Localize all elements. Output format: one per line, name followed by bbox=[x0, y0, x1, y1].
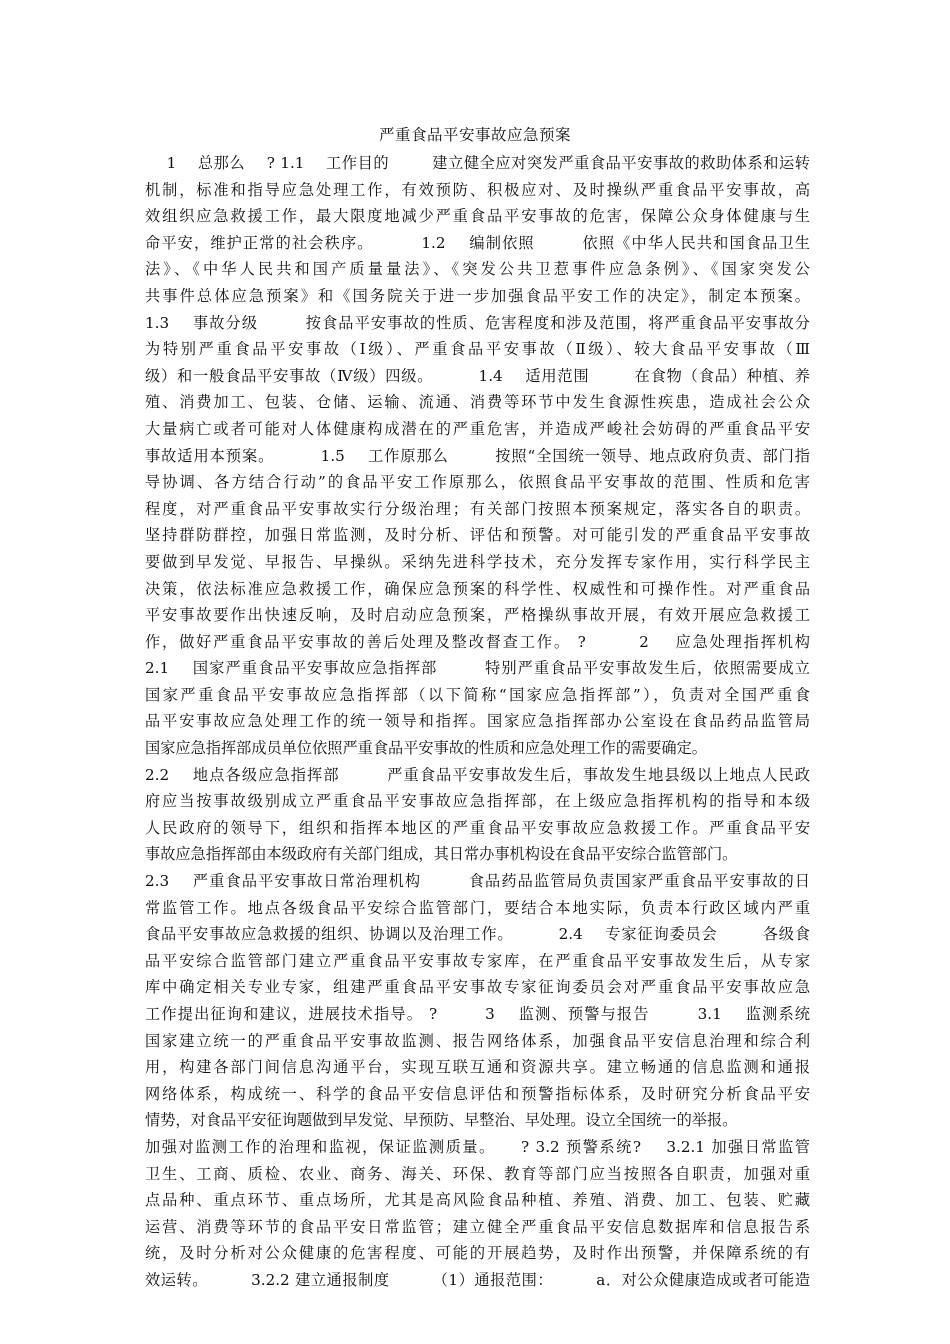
body-line: 人民政府的领导下，组织和指挥本地区的严重食品平安事故应急救援工作。严重食品平安 bbox=[145, 818, 810, 837]
body-line: 加强对监测工作的治理和监视，保证监测质量。 ? 3.2 预警系统? 3.2.1 加强日常监管 bbox=[145, 1137, 810, 1156]
body-line: 效运转。 3.2.2 建立通报制度 （1）通报范围： a．对公众健康造成或者可能造 bbox=[145, 1270, 810, 1289]
body-line: 府应当按事故级别成立严重食品平安事故应急指挥部，在上级应急指挥机构的指导和本级 bbox=[145, 792, 810, 811]
body-line: 机制，标准和指导应急处理工作，有效预防、积极应对、及时操纵严重食品平安事故，高 bbox=[145, 180, 810, 199]
body-line: 2.3 严重食品平安事故日常治理机构 食品药品监管局负责国家严重食品平安事故的日 bbox=[145, 872, 810, 891]
body-line: 情势，对食品平安征询题做到早发觉、早预防、早整治、早处理。设立全国统一的举报。 bbox=[145, 1111, 738, 1130]
body-line: 为特别严重食品平安事故（Ⅰ级）、严重食品平安事故（Ⅱ级）、较大食品平安事故（Ⅲ bbox=[145, 340, 810, 359]
body-line: 效组织应急救援工作，最大限度地减少严重食品平安事故的危害，保障公众身体健康与生 bbox=[145, 207, 810, 226]
body-line: 常监管工作。地点各级食品平安综合监管部门，要结合本地实际，负责本行政区域内严重 bbox=[145, 898, 810, 917]
body-line: 点品种、重点环节、重点场所，尤其是高风险食品种植、养殖、消费、加工、包装、贮藏 bbox=[145, 1191, 810, 1210]
body-line: 1.3 事故分级 按食品平安事故的性质、危害程度和涉及范围，将严重食品平安事故分 bbox=[145, 313, 810, 332]
body-line: 大量病亡或者可能对人体健康构成潜在的严重危害，并造成严峻社会妨碍的严重食品平安 bbox=[145, 419, 810, 438]
body-line: 事故适用本预案。 1.5 工作原那么 按照“全国统一领导、地点政府负责、部门指 bbox=[145, 446, 810, 465]
body-line: 平安事故要作出快速反响，及时启动应急预案，严格操纵事故开展，有效开展应急救援工 bbox=[145, 606, 810, 625]
body-line: 库中确定相关专业专家，组建严重食品平安事故专家征询委员会对严重食品平安事故应急 bbox=[145, 978, 810, 997]
body-line: 程度，对严重食品平安事故实行分级治理；有关部门按照本预案规定，落实各自的职责。 bbox=[145, 499, 810, 518]
body-line: 国家建立统一的严重食品平安事故监测、报告网络体系，加强食品平安信息治理和综合利 bbox=[145, 1031, 810, 1050]
body-line: 1 总那么 ? 1.1 工作目的 建立健全应对突发严重食品平安事故的救助体系和运转 bbox=[145, 154, 810, 172]
body-line: 级）和一般食品平安事故（Ⅳ级）四级。 1.4 适用范围 在食物（食品）种植、养 bbox=[145, 366, 810, 385]
body-line: 工作提出征询和建议，进展技术指导。 ? 3 监测、预警与报告 3.1 监测系统 bbox=[145, 1005, 810, 1023]
body-line: 国家应急指挥部成员单位依照严重食品平安事故的性质和应急处理工作的需要确定。 bbox=[145, 739, 707, 758]
body-line: 作，做好严重食品平安事故的善后处理及整改督查工作。 ? 2 应急处理指挥机构 bbox=[145, 632, 810, 651]
body-line: 用，构建各部门间信息沟通平台，实现互联互通和资源共享。建立畅通的信息监测和通报 bbox=[145, 1058, 810, 1077]
body-line: 国家严重食品平安事故应急指挥部（以下简称“国家应急指挥部”），负责对全国严重食 bbox=[145, 685, 810, 704]
body-line: 法》、《中华人民共和国产质量量法》、《突发公共卫惹事件应急条例》、《国家突发公 bbox=[145, 260, 810, 279]
body-line: 品平安事故应急处理工作的统一领导和指挥。国家应急指挥部办公室设在食品药品监管局 bbox=[145, 712, 810, 731]
body-line: 共事件总体应急预案》和《国务院关于进一步加强食品平安工作的决定》，制定本预案。 bbox=[145, 286, 810, 305]
body-line: 2.2 地点各级应急指挥部 严重食品平安事故发生后，事故发生地县级以上地点人民政 bbox=[145, 765, 810, 784]
body-line: 坚持群防群控，加强日常监测，及时分析、评估和预警。对可能引发的严重食品平安事故 bbox=[145, 526, 810, 545]
body-line: 网络体系，构成统一、科学的食品平安信息评估和预警指标体系，及时研究分析食品平安 bbox=[145, 1084, 810, 1103]
body-line: 2.1 国家严重食品平安事故应急指挥部 特别严重食品平安事故发生后，依照需要成立 bbox=[145, 659, 810, 678]
body-line: 命平安，维护正常的社会秩序。 1.2 编制依照 依照《中华人民共和国食品卫生 bbox=[145, 233, 810, 252]
body-line: 卫生、工商、质检、农业、商务、海关、环保、教育等部门应当按照各自职责，加强对重 bbox=[145, 1164, 810, 1183]
body-line: 要做到早发觉、早报告、早操纵。采纳先进科学技术，充分发挥专家作用，实行科学民主 bbox=[145, 552, 810, 571]
document-body bbox=[145, 150, 810, 1294]
body-line: 运营、消费等环节的食品平安日常监管；建立健全严重食品平安信息数据库和信息报告系 bbox=[145, 1217, 810, 1236]
body-line: 事故应急指挥部由本级政府有关部门组成，其日常办事机构设在食品平安综合监管部门。 bbox=[145, 845, 738, 864]
body-line: 品平安综合监管部门建立严重食品平安事故专家库，在严重食品平安事故发生后，从专家 bbox=[145, 951, 810, 970]
body-line: 导协调、各方结合行动”的食品平安工作原那么，依照食品平安事故的范围、性质和危害 bbox=[145, 473, 810, 492]
document-title: 严重食品平安事故应急预案 bbox=[378, 126, 571, 144]
body-line: 决策，依法标准应急救援工作，确保应急预案的科学性、权威性和可操作性。对严重食品 bbox=[145, 579, 810, 598]
body-line: 殖、消费加工、包装、仓储、运输、流通、消费等环节中发生食源性疾患，造成社会公众 bbox=[145, 393, 810, 412]
body-line: 统，及时分析对公众健康的危害程度、可能的开展趋势，及时作出预警，并保障系统的有 bbox=[145, 1244, 810, 1263]
body-line: 食品平安事故应急救援的组织、协调以及治理工作。 2.4 专家征询委员会 各级食 bbox=[145, 925, 810, 944]
